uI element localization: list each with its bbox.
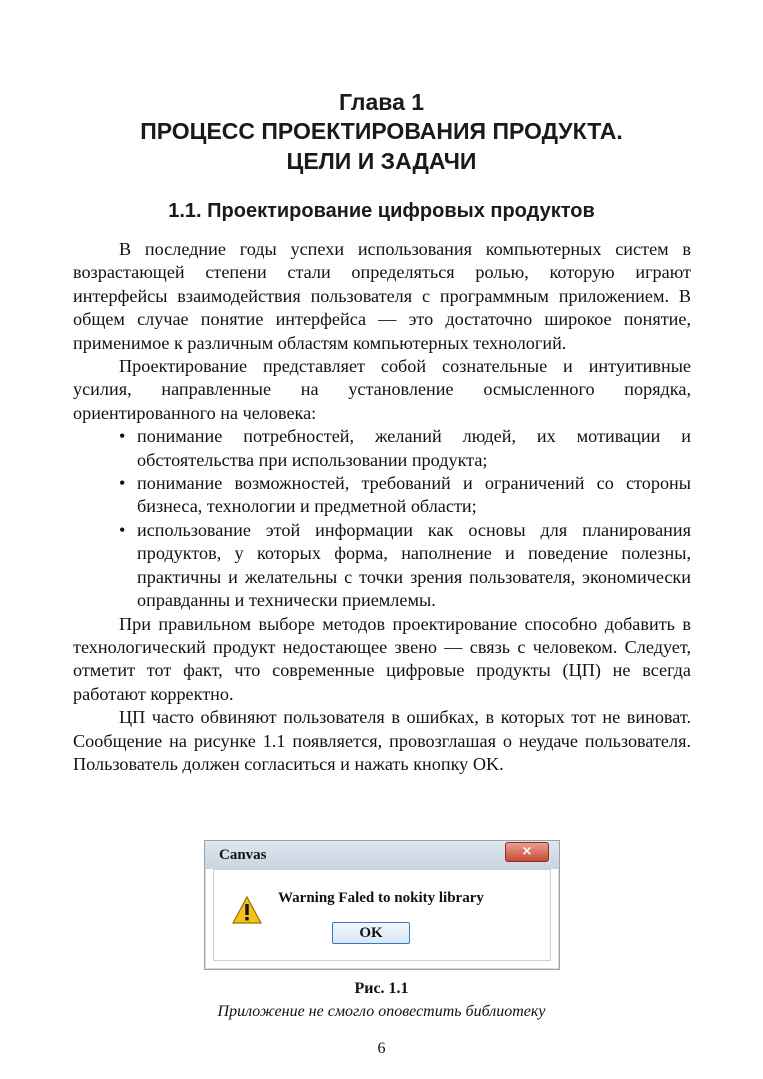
bullet-icon: • — [119, 473, 126, 494]
dialog-title: Canvas — [219, 847, 267, 863]
warning-icon — [232, 896, 262, 924]
ok-button[interactable]: OK — [332, 922, 410, 944]
bullet-list — [73, 425, 691, 612]
dialog-message: Warning Faled to nokity library — [278, 890, 484, 906]
paragraph-3: При правильном выборе методов проектирование способно добавить в технологический продукт недостающее звено — связь с человеком. Следует, отметит тот факт, что современные цифровые продукты (ЦП) не всегда работают корректно. — [73, 613, 691, 704]
section-title: 1.1. Проектирование цифровых продуктов — [168, 200, 595, 222]
chapter-label: Глава 1 — [338, 89, 425, 115]
dialog-titlebar — [205, 841, 559, 869]
list-item — [73, 519, 691, 613]
dialog-content — [213, 869, 551, 961]
paragraph-1: В последние годы успехи использования компьютерных систем в возрастающей степени стали определяться ролью, которую играют интерфейсы взаимодействия пользователя с программным приложением. В общем случае понятие интерфейса — это достаточно широкое понятие, применимое к различным областям компьютерных технологий. — [73, 239, 691, 353]
page-number: 6 — [377, 1040, 386, 1057]
list-item — [73, 425, 691, 472]
chapter-title-line2: ЦЕЛИ И ЗАДАЧИ — [286, 148, 477, 174]
paragraph-2: Проектирование представляет собой сознательные и интуитивные усилия, направленные на установление осмысленного порядка, ориентированного на человека: — [73, 356, 691, 423]
paragraph-4: ЦП часто обвиняют пользователя в ошибках, в которых тот не виноват. Сообщение на рисунке 1.1 появляется, провозглашая о неудаче пользователя. Пользователь должен согласиться и нажать кнопку OK. — [73, 707, 691, 774]
close-button[interactable]: × — [505, 842, 549, 862]
bullet-icon: • — [119, 426, 126, 447]
dialog-screenshot — [204, 840, 560, 970]
chapter-title-line1: ПРОЦЕСС ПРОЕКТИРОВАНИЯ ПРОДУКТА. — [140, 118, 623, 144]
list-item-text: использование этой информации как основы для планирования продуктов, у которых форма, наполнение и поведение полезны, практичны и желательны с точки зрения пользователя, экономически оправданны и технически приемлемы. — [137, 519, 691, 611]
list-item-text: понимание возможностей, требований и ограничений со стороны бизнеса, технологии и предметной области; — [137, 473, 691, 517]
figure-caption-title: Рис. 1.1 — [354, 980, 409, 997]
list-item — [73, 472, 691, 519]
bullet-icon: • — [119, 519, 126, 540]
figure-caption-text: Приложение не смогло оповестить библиотеку — [217, 1003, 546, 1020]
list-item-text: понимание потребностей, желаний людей, их мотивации и обстоятельства при использовании продукта; — [137, 426, 691, 470]
body-text — [73, 238, 691, 776]
